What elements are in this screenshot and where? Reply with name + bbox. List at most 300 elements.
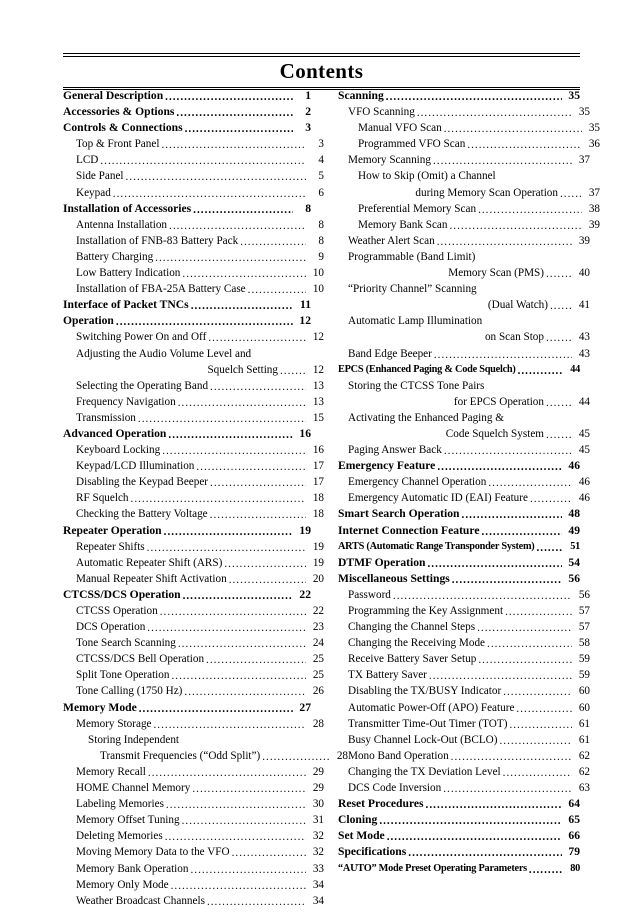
toc-entry-label: Emergency Channel Operation — [348, 476, 487, 489]
toc-entry[interactable] — [358, 136, 600, 152]
toc-page-number: 79 — [568, 845, 580, 859]
toc-entry[interactable] — [358, 185, 600, 201]
toc-entry[interactable] — [76, 249, 324, 265]
toc-page-number: 28 — [312, 717, 324, 730]
toc-page-number: 43 — [578, 331, 590, 344]
toc-page-number: 19 — [299, 523, 311, 537]
toc-leader-dots — [139, 705, 293, 716]
toc-page-number: 25 — [312, 669, 324, 682]
toc-page-number: 80 — [570, 862, 580, 874]
toc-page-number: 60 — [578, 701, 590, 714]
toc-entry[interactable] — [63, 700, 311, 716]
toc-leader-dots — [486, 383, 572, 394]
toc-page-number: 39 — [588, 218, 600, 231]
toc-leader-dots — [169, 222, 306, 233]
toc-page-number: 27 — [299, 700, 311, 714]
toc-page-number: 22 — [312, 605, 324, 617]
toc-page-number: 41 — [578, 299, 590, 312]
toc-page-number: 29 — [312, 782, 324, 795]
toc-leader-dots — [509, 721, 572, 732]
toc-entry-label: Paging Answer Back — [348, 444, 442, 457]
toc-entry-label: Specifications — [338, 845, 407, 859]
toc-page-number: 8 — [305, 201, 311, 215]
toc-entry[interactable] — [348, 587, 590, 603]
toc-entry[interactable] — [76, 828, 324, 844]
toc-entry[interactable] — [348, 104, 590, 120]
toc-leader-dots — [161, 141, 306, 152]
toc-entry[interactable] — [76, 394, 324, 410]
toc-leader-dots — [393, 592, 572, 603]
toc-page-number: 62 — [578, 749, 590, 762]
toc-entry-label: on Scan Stop — [484, 331, 544, 344]
toc-entry[interactable] — [348, 313, 590, 329]
toc-entry[interactable] — [76, 458, 324, 474]
toc-entry[interactable] — [76, 506, 324, 522]
toc-entry[interactable] — [348, 732, 590, 748]
toc-entry[interactable] — [76, 168, 324, 184]
toc-entry[interactable] — [63, 587, 311, 603]
toc-entry-label: HOME Channel Memory — [76, 782, 191, 795]
toc-entry-label: Interface of Packet TNCs — [63, 298, 189, 312]
toc-entry-label: Installation of Accessories — [63, 201, 192, 215]
toc-entry[interactable] — [348, 667, 590, 683]
toc-leader-dots — [433, 157, 572, 168]
toc-leader-dots — [206, 656, 306, 667]
toc-entry-label: General Description — [63, 89, 164, 102]
toc-entry[interactable] — [76, 136, 324, 152]
toc-entry-label: Controls & Connections — [63, 121, 183, 135]
toc-entry-label: Band Edge Beeper — [348, 347, 432, 360]
toc-entry[interactable] — [63, 297, 311, 313]
toc-entry-label: Side Panel — [76, 170, 124, 183]
toc-entry-label: Installation of FNB-83 Battery Pack — [76, 234, 239, 247]
toc-entry[interactable] — [348, 297, 590, 313]
toc-leader-dots — [449, 222, 582, 233]
toc-leader-dots — [280, 367, 306, 378]
toc-leader-dots — [560, 190, 582, 201]
toc-leader-dots — [477, 624, 572, 635]
toc-entry[interactable] — [338, 844, 580, 860]
toc-entry[interactable] — [358, 168, 600, 184]
toc-page-number: 57 — [578, 605, 590, 617]
toc-leader-dots — [100, 157, 306, 168]
toc-entry[interactable] — [348, 619, 590, 635]
toc-page-number: 61 — [578, 733, 590, 746]
toc-entry[interactable] — [348, 780, 590, 796]
toc-entry[interactable] — [338, 362, 580, 378]
toc-entry[interactable] — [63, 104, 311, 120]
toc-entry[interactable] — [63, 313, 311, 329]
toc-entry-label: Memory Mode — [63, 700, 137, 714]
toc-leader-dots — [224, 560, 306, 571]
toc-entry-label: Activating the Enhanced Paging & — [348, 411, 504, 424]
toc-entry[interactable] — [63, 426, 311, 442]
toc-entry-label: Programmable (Band Limit) — [348, 250, 476, 263]
toc-column-right — [338, 88, 600, 877]
toc-entry-label: Split Tone Operation — [76, 669, 170, 682]
toc-leader-dots — [426, 801, 562, 812]
toc-page-number: 19 — [312, 556, 324, 569]
toc-leader-dots — [516, 705, 572, 716]
toc-page-number: 32 — [312, 830, 324, 843]
toc-page-number: 35 — [588, 122, 600, 135]
toc-page-number: 64 — [568, 797, 580, 811]
toc-leader-dots — [138, 415, 306, 426]
toc-entry-label: Preferential Memory Scan — [358, 202, 477, 215]
toc-entry-label: Smart Search Operation — [338, 507, 460, 521]
toc-entry[interactable] — [338, 796, 580, 812]
toc-entry[interactable] — [348, 265, 590, 281]
toc-page-number: 20 — [312, 572, 324, 585]
toc-entry[interactable] — [338, 506, 580, 522]
toc-page-number: 65 — [568, 813, 580, 827]
toc-leader-dots — [116, 318, 293, 329]
toc-entry[interactable] — [63, 88, 311, 104]
toc-leader-dots — [171, 672, 306, 683]
toc-leader-dots — [479, 286, 572, 297]
toc-page-number: 45 — [578, 444, 590, 457]
toc-page-number: 19 — [312, 540, 324, 553]
toc-leader-dots — [183, 592, 293, 603]
toc-page-number: 54 — [568, 555, 580, 569]
toc-entry-label: Programming the Key Assignment — [348, 605, 504, 617]
toc-entry[interactable] — [76, 780, 324, 796]
toc-entry[interactable] — [348, 651, 590, 667]
toc-entry[interactable] — [338, 539, 580, 555]
toc-leader-dots — [210, 383, 306, 394]
toc-entry[interactable] — [76, 571, 324, 587]
toc-leader-dots — [147, 544, 306, 555]
toc-entry[interactable] — [76, 346, 324, 362]
toc-leader-dots — [229, 576, 306, 587]
toc-page-number: 43 — [578, 347, 590, 360]
toc-leader-dots — [529, 866, 562, 877]
toc-entry[interactable] — [63, 120, 311, 136]
toc-entry[interactable] — [76, 362, 324, 378]
toc-page-number: 34 — [312, 894, 324, 907]
toc-entry[interactable] — [76, 329, 324, 345]
toc-leader-dots — [147, 624, 306, 635]
toc-entry[interactable] — [348, 394, 590, 410]
toc-entry-label: Programmed VFO Scan — [358, 138, 466, 151]
toc-page-number: 35 — [568, 89, 580, 102]
toc-leader-dots — [154, 721, 307, 732]
toc-leader-dots — [437, 463, 562, 474]
toc-leader-dots — [192, 785, 306, 796]
toc-leader-dots — [550, 302, 572, 313]
toc-entry[interactable] — [358, 217, 600, 233]
toc-entry[interactable] — [76, 716, 324, 732]
toc-entry[interactable] — [338, 88, 580, 104]
toc-entry-label: Scanning — [338, 89, 384, 102]
toc-page-number: 51 — [570, 540, 580, 552]
toc-entry-label: TX Battery Saver — [348, 669, 427, 682]
toc-page-number: 13 — [312, 379, 324, 392]
toc-leader-dots — [207, 898, 306, 909]
toc-entry-label: Keyboard Locking — [76, 444, 161, 457]
toc-entry[interactable] — [76, 683, 324, 699]
toc-entry-label: Transmission — [76, 411, 136, 424]
toc-entry-label: Disabling the TX/BUSY Indicator — [348, 685, 502, 698]
toc-entry[interactable] — [348, 474, 590, 490]
toc-leader-dots — [506, 415, 572, 426]
toc-entry[interactable] — [88, 732, 336, 748]
toc-entry-label: Advanced Operation — [63, 426, 167, 440]
toc-leader-dots — [190, 866, 306, 877]
toc-entry[interactable] — [76, 651, 324, 667]
toc-leader-dots — [113, 190, 306, 201]
toc-page-number: 2 — [305, 105, 311, 119]
toc-entry[interactable] — [338, 812, 580, 828]
toc-entry-label: Memory Only Mode — [76, 878, 169, 891]
toc-entry-label: Manual VFO Scan — [358, 122, 442, 135]
toc-page-number: 30 — [312, 798, 324, 811]
toc-entry[interactable] — [76, 233, 324, 249]
toc-page-number: 18 — [312, 492, 324, 505]
toc-page-number: 8 — [318, 218, 324, 231]
toc-entry[interactable] — [76, 844, 324, 860]
toc-leader-dots — [196, 463, 306, 474]
toc-leader-dots — [530, 495, 572, 506]
toc-leader-dots — [248, 286, 306, 297]
toc-leader-dots — [178, 640, 306, 651]
toc-entry-label: Emergency Feature — [338, 459, 436, 473]
toc-entry[interactable] — [76, 265, 324, 281]
toc-leader-dots — [162, 447, 306, 458]
toc-leader-dots — [488, 479, 572, 490]
toc-entry[interactable] — [76, 667, 324, 683]
toc-entry-label: CTCSS Operation — [76, 605, 158, 617]
toc-entry[interactable] — [76, 474, 324, 490]
toc-entry-label: Antenna Installation — [76, 218, 168, 231]
toc-leader-dots — [160, 608, 306, 619]
toc-leader-dots — [546, 270, 572, 281]
toc-entry-label: Switching Power On and Off — [76, 331, 207, 344]
toc-entry-label: Memory Scan (PMS) — [448, 267, 544, 280]
toc-entry[interactable] — [76, 619, 324, 635]
toc-page-number: 36 — [588, 138, 600, 151]
toc-entry-label: Storing the CTCSS Tone Pairs — [348, 379, 485, 392]
toc-entry-label: Accessories & Options — [63, 105, 175, 119]
toc-page-number: 59 — [578, 669, 590, 682]
toc-leader-dots — [184, 689, 306, 700]
toc-page-number: 56 — [578, 588, 590, 601]
toc-entry[interactable] — [358, 201, 600, 217]
toc-entry-label: during Memory Scan Operation — [415, 186, 558, 199]
toc-page-number: 39 — [578, 234, 590, 247]
toc-entry[interactable] — [63, 201, 311, 217]
toc-entry[interactable] — [348, 683, 590, 699]
toc-leader-dots — [505, 608, 572, 619]
toc-page-number: 8 — [318, 234, 324, 247]
toc-entry[interactable] — [338, 523, 580, 539]
toc-entry-label: Labeling Memories — [76, 798, 164, 811]
toc-page-number: 25 — [312, 653, 324, 666]
toc-entry[interactable] — [348, 748, 590, 764]
toc-page-number: 49 — [568, 523, 580, 537]
toc-entry[interactable] — [76, 877, 324, 893]
toc-entry-label: Code Squelch System — [445, 427, 544, 440]
toc-page-number: 66 — [568, 829, 580, 843]
toc-entry[interactable] — [348, 152, 590, 168]
toc-page-number: 11 — [300, 298, 311, 312]
toc-entry[interactable] — [76, 281, 324, 297]
toc-entry-label: Repeater Shifts — [76, 540, 145, 553]
toc-entry[interactable] — [76, 764, 324, 780]
toc-entry[interactable] — [338, 861, 580, 877]
toc-entry[interactable] — [348, 410, 590, 426]
toc-entry[interactable] — [76, 796, 324, 812]
toc-entry-label: Receive Battery Saver Setup — [348, 653, 477, 666]
toc-entry[interactable] — [338, 828, 580, 844]
toc-leader-dots — [498, 174, 582, 185]
toc-leader-dots — [387, 833, 562, 844]
toc-entry[interactable] — [348, 233, 590, 249]
toc-entry[interactable] — [348, 716, 590, 732]
toc-entry-label: Transmit Frequencies (“Odd Split”) — [100, 749, 261, 762]
toc-leader-dots — [478, 656, 572, 667]
toc-leader-dots — [484, 318, 572, 329]
toc-entry-label: Set Mode — [338, 829, 385, 843]
toc-entry[interactable] — [76, 442, 324, 458]
toc-entry[interactable] — [348, 764, 590, 780]
toc-entry-label: Deleting Memories — [76, 830, 163, 843]
toc-entry-label: for EPCS Operation — [453, 395, 544, 408]
toc-entry[interactable] — [76, 555, 324, 571]
toc-page-number: 45 — [578, 427, 590, 440]
toc-entry[interactable] — [338, 555, 580, 571]
toc-page-number: 44 — [578, 395, 590, 408]
toc-page-number: 44 — [570, 363, 580, 375]
toc-entry[interactable] — [348, 490, 590, 506]
toc-entry-label: Checking the Battery Voltage — [76, 508, 208, 521]
toc-entry[interactable] — [76, 539, 324, 555]
toc-leader-dots — [240, 238, 306, 249]
toc-entry-label: Selecting the Operating Band — [76, 379, 209, 392]
toc-entry-label: Operation — [63, 314, 114, 328]
toc-entry-label: Memory Recall — [76, 765, 146, 778]
toc-page-number: 10 — [312, 283, 324, 296]
toc-entry[interactable] — [76, 152, 324, 168]
toc-entry-label: DCS Operation — [76, 621, 146, 634]
toc-entry[interactable] — [348, 426, 590, 442]
toc-page-number: 31 — [312, 814, 324, 827]
toc-entry[interactable] — [63, 523, 311, 539]
toc-page-number: 12 — [312, 363, 324, 376]
toc-entry-label: RF Squelch — [76, 492, 129, 505]
toc-entry[interactable] — [348, 329, 590, 345]
toc-entry[interactable] — [348, 281, 590, 297]
toc-leader-dots — [499, 737, 572, 748]
toc-page-number: 4 — [318, 154, 324, 167]
toc-page-number: 15 — [312, 411, 324, 424]
toc-entry[interactable] — [338, 458, 580, 474]
toc-entry[interactable] — [76, 410, 324, 426]
toc-column-left — [63, 88, 348, 909]
toc-page-number: 32 — [312, 846, 324, 859]
toc-entry[interactable] — [348, 378, 590, 394]
toc-entry[interactable] — [348, 635, 590, 651]
toc-entry[interactable] — [76, 185, 324, 201]
toc-leader-dots — [164, 528, 293, 539]
toc-entry[interactable] — [76, 893, 324, 909]
toc-entry-label: Changing the Receiving Mode — [348, 637, 486, 650]
toc-page-number: 38 — [588, 202, 600, 215]
toc-entry-label: DCS Code Inversion — [348, 782, 442, 795]
toc-entry-label: Reset Procedures — [338, 797, 424, 811]
toc-entry[interactable] — [100, 748, 348, 764]
toc-entry[interactable] — [348, 442, 590, 458]
toc-leader-dots — [182, 817, 306, 828]
toc-entry-label: CTCSS/DCS Operation — [63, 587, 181, 601]
toc-entry-label: Manual Repeater Shift Activation — [76, 572, 227, 585]
toc-page-number: 13 — [312, 395, 324, 408]
toc-entry[interactable] — [76, 861, 324, 877]
toc-entry-label: Memory Storage — [76, 717, 152, 730]
toc-entry[interactable] — [76, 490, 324, 506]
toc-entry-label: Memory Scanning — [348, 154, 431, 167]
toc-leader-dots — [503, 769, 572, 780]
toc-leader-dots — [185, 125, 293, 136]
toc-entry[interactable] — [76, 812, 324, 828]
toc-entry[interactable] — [76, 378, 324, 394]
toc-entry-label: Internet Connection Feature — [338, 523, 480, 537]
toc-entry-label: Tone Calling (1750 Hz) — [76, 685, 183, 698]
toc-page-number: 33 — [312, 862, 324, 875]
toc-entry[interactable] — [348, 346, 590, 362]
toc-entry-label: ARTS (Automatic Range Transponder System) — [338, 540, 535, 552]
toc-leader-dots — [417, 109, 572, 120]
toc-entry[interactable] — [76, 603, 324, 619]
toc-entry-label: Changing the Channel Steps — [348, 621, 476, 634]
toc-entry-label: Adjusting the Audio Volume Level and — [76, 347, 252, 360]
toc-leader-dots — [451, 753, 572, 764]
toc-entry[interactable] — [348, 249, 590, 265]
toc-entry-label: Disabling the Keypad Beeper — [76, 476, 209, 489]
toc-leader-dots — [181, 737, 318, 748]
toc-page-number: 26 — [312, 685, 324, 698]
toc-leader-dots — [210, 479, 306, 490]
toc-entry-label: Low Battery Indication — [76, 267, 181, 280]
toc-entry[interactable] — [358, 120, 600, 136]
toc-page-number: 58 — [578, 637, 590, 650]
toc-entry-label: Weather Broadcast Channels — [76, 894, 205, 907]
toc-entry-label: Busy Channel Lock-Out (BCLO) — [348, 733, 498, 746]
toc-page-number: 57 — [578, 621, 590, 634]
toc-page-number: 12 — [299, 314, 311, 328]
toc-entry[interactable] — [338, 571, 580, 587]
toc-leader-dots — [503, 689, 572, 700]
toc-leader-dots — [444, 447, 572, 458]
toc-leader-dots — [386, 93, 562, 104]
toc-entry[interactable] — [76, 635, 324, 651]
toc-entry-label: VFO Scanning — [348, 106, 415, 119]
toc-page-number: 23 — [312, 621, 324, 634]
toc-entry-label: Storing Independent — [88, 733, 180, 746]
toc-page-number: 5 — [318, 170, 324, 183]
toc-entry-label: Keypad/LCD Illumination — [76, 460, 195, 473]
toc-entry-label: How to Skip (Omit) a Channel — [358, 170, 496, 183]
toc-entry[interactable] — [76, 217, 324, 233]
toc-page-number: 29 — [312, 765, 324, 778]
toc-entry-label: (Dual Watch) — [487, 299, 548, 312]
toc-entry[interactable] — [348, 603, 590, 619]
toc-entry[interactable] — [348, 700, 590, 716]
toc-entry-label: EPCS (Enhanced Paging & Code Squelch) — [338, 363, 516, 375]
toc-entry-label: Transmitter Time-Out Timer (TOT) — [348, 717, 508, 730]
toc-leader-dots — [131, 495, 306, 506]
toc-leader-dots — [408, 850, 562, 861]
